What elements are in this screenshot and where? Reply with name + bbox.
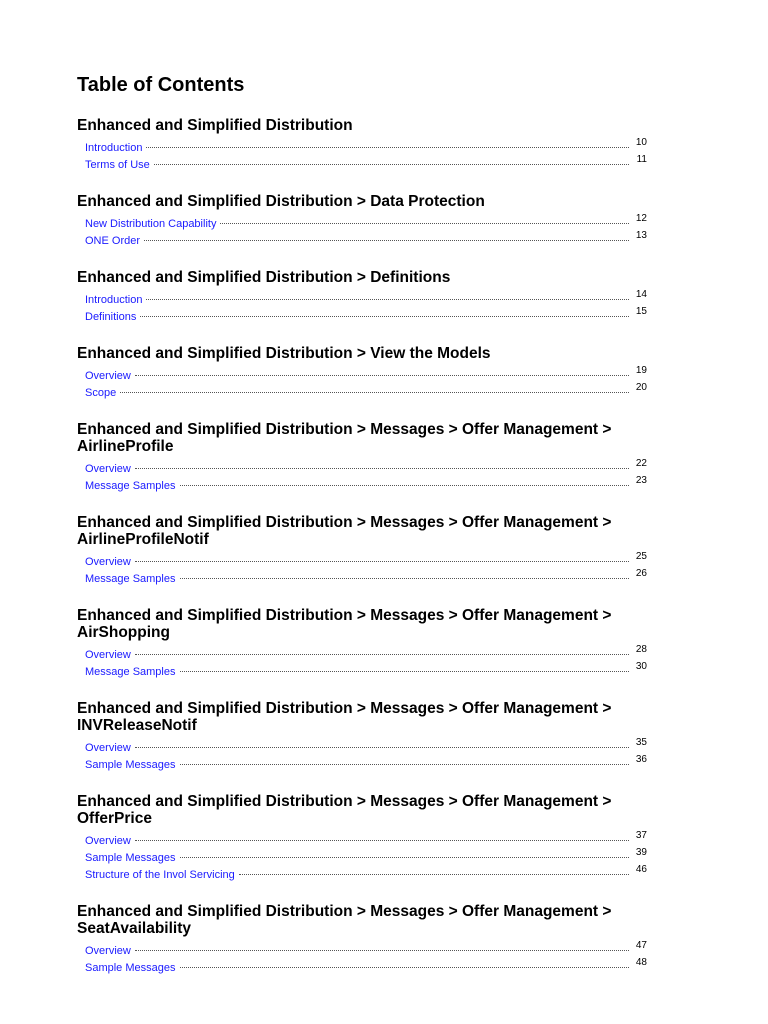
dot-leader <box>180 967 630 968</box>
toc-entry-link[interactable]: Overview <box>85 945 131 957</box>
dot-leader <box>135 375 629 376</box>
toc-entry[interactable] <box>85 551 647 571</box>
toc-section <box>77 117 647 174</box>
toc-entry[interactable] <box>85 940 647 960</box>
toc-entry-link[interactable]: Message Samples <box>85 480 176 492</box>
toc-entry-list <box>77 737 647 774</box>
toc-entry-link[interactable]: Sample Messages <box>85 759 176 771</box>
toc-entry-link[interactable]: New Distribution Capability <box>85 218 217 230</box>
toc-entry[interactable] <box>85 661 647 681</box>
toc-page-number: 25 <box>635 551 647 562</box>
section-heading: Enhanced and Simplified Distribution > Messages > Offer Management > SeatAvailability <box>77 903 612 937</box>
toc-entry-list <box>77 137 647 174</box>
toc-entry-link[interactable]: Scope <box>85 387 117 399</box>
dot-leader <box>154 164 629 165</box>
toc-entry-list <box>77 830 647 884</box>
toc-entry-link[interactable]: Sample Messages <box>85 852 176 864</box>
dot-leader <box>180 671 630 672</box>
toc-entry-link[interactable]: Structure of the Invol Servicing <box>85 869 235 881</box>
section-heading: Enhanced and Simplified Distribution > Messages > Offer Management > OfferPrice <box>77 793 612 827</box>
toc-entry[interactable] <box>85 830 647 850</box>
toc-entry[interactable] <box>85 737 647 757</box>
toc-entry-list <box>77 289 647 326</box>
toc-title: Table of Contents <box>77 74 245 96</box>
toc-page-number: 30 <box>635 661 647 672</box>
section-heading: Enhanced and Simplified Distribution > Data Protection <box>77 193 485 210</box>
toc-entry-link[interactable]: Overview <box>85 463 131 475</box>
toc-sections <box>77 117 647 977</box>
toc-page-number: 11 <box>636 154 647 165</box>
toc-entry-link[interactable]: Introduction <box>85 294 143 306</box>
section-heading: Enhanced and Simplified Distribution > View the Models <box>77 345 491 362</box>
section-heading: Enhanced and Simplified Distribution <box>77 117 353 134</box>
toc-page-number: 46 <box>635 864 647 875</box>
toc-entry-link[interactable]: Message Samples <box>85 666 176 678</box>
toc-entry-list <box>77 940 647 977</box>
toc-section <box>77 793 647 884</box>
toc-section <box>77 269 647 326</box>
toc-page <box>77 72 647 977</box>
toc-page-number: 39 <box>635 847 647 858</box>
toc-entry[interactable] <box>85 864 647 884</box>
toc-entry-link[interactable]: Overview <box>85 649 131 661</box>
toc-entry[interactable] <box>85 644 647 664</box>
toc-section <box>77 607 647 681</box>
toc-section <box>77 903 647 977</box>
toc-page-number: 19 <box>635 365 647 376</box>
toc-entry[interactable] <box>85 137 647 157</box>
section-heading: Enhanced and Simplified Distribution > Messages > Offer Management > AirlineProfileNotif <box>77 514 612 548</box>
dot-leader <box>135 840 629 841</box>
dot-leader <box>180 485 630 486</box>
toc-page-number: 22 <box>635 458 647 469</box>
toc-page-number: 20 <box>635 382 647 393</box>
toc-entry[interactable] <box>85 289 647 309</box>
toc-entry-link[interactable]: Overview <box>85 556 131 568</box>
dot-leader <box>120 392 629 393</box>
toc-entry[interactable] <box>85 213 647 233</box>
toc-page-number: 12 <box>635 213 647 224</box>
dot-leader <box>135 468 629 469</box>
toc-page-number: 13 <box>635 230 647 241</box>
toc-section <box>77 421 647 495</box>
toc-entry[interactable] <box>85 754 647 774</box>
dot-leader <box>180 578 630 579</box>
toc-page-number: 37 <box>635 830 647 841</box>
toc-entry-link[interactable]: Definitions <box>85 311 137 323</box>
toc-page-number: 26 <box>635 568 647 579</box>
toc-page-number: 36 <box>635 754 647 765</box>
toc-entry[interactable] <box>85 230 647 250</box>
toc-entry-link[interactable]: Overview <box>85 835 131 847</box>
toc-entry-list <box>77 458 647 495</box>
dot-leader <box>180 857 630 858</box>
toc-entry-link[interactable]: ONE Order <box>85 235 141 247</box>
toc-page-number: 15 <box>635 306 647 317</box>
dot-leader <box>146 147 629 148</box>
toc-page-number: 14 <box>635 289 647 300</box>
toc-section <box>77 193 647 250</box>
toc-entry-link[interactable]: Overview <box>85 370 131 382</box>
toc-entry[interactable] <box>85 382 647 402</box>
toc-entry-link[interactable]: Introduction <box>85 142 143 154</box>
dot-leader <box>135 561 629 562</box>
toc-section <box>77 700 647 774</box>
toc-entry[interactable] <box>85 458 647 478</box>
toc-entry-link[interactable]: Terms of Use <box>85 159 150 171</box>
dot-leader <box>135 747 629 748</box>
toc-entry[interactable] <box>85 568 647 588</box>
toc-page-number: 28 <box>635 644 647 655</box>
toc-page-number: 47 <box>635 940 647 951</box>
section-heading: Enhanced and Simplified Distribution > Messages > Offer Management > AirShopping <box>77 607 612 641</box>
toc-entry[interactable] <box>85 847 647 867</box>
toc-entry[interactable] <box>85 365 647 385</box>
section-heading: Enhanced and Simplified Distribution > Messages > Offer Management > INVReleaseNotif <box>77 700 612 734</box>
toc-section <box>77 514 647 588</box>
toc-entry[interactable] <box>85 154 647 174</box>
toc-entry-list <box>77 551 647 588</box>
dot-leader <box>140 316 629 317</box>
toc-entry[interactable] <box>85 475 647 495</box>
toc-entry-link[interactable]: Sample Messages <box>85 962 176 974</box>
dot-leader <box>146 299 629 300</box>
toc-entry[interactable] <box>85 306 647 326</box>
toc-entry[interactable] <box>85 957 647 977</box>
section-heading: Enhanced and Simplified Distribution > Messages > Offer Management > AirlineProfile <box>77 421 612 455</box>
dot-leader <box>135 654 629 655</box>
toc-page-number: 23 <box>635 475 647 486</box>
toc-entry-list <box>77 644 647 681</box>
toc-entry-list <box>77 213 647 250</box>
toc-entry-link[interactable]: Overview <box>85 742 131 754</box>
toc-section <box>77 345 647 402</box>
dot-leader <box>144 240 629 241</box>
toc-page-number: 35 <box>635 737 647 748</box>
toc-page-number: 10 <box>635 137 647 148</box>
dot-leader <box>135 950 629 951</box>
dot-leader <box>180 764 630 765</box>
toc-entry-list <box>77 365 647 402</box>
dot-leader <box>220 223 629 224</box>
dot-leader <box>239 874 629 875</box>
section-heading: Enhanced and Simplified Distribution > Definitions <box>77 269 451 286</box>
toc-page-number: 48 <box>635 957 647 968</box>
toc-entry-link[interactable]: Message Samples <box>85 573 176 585</box>
